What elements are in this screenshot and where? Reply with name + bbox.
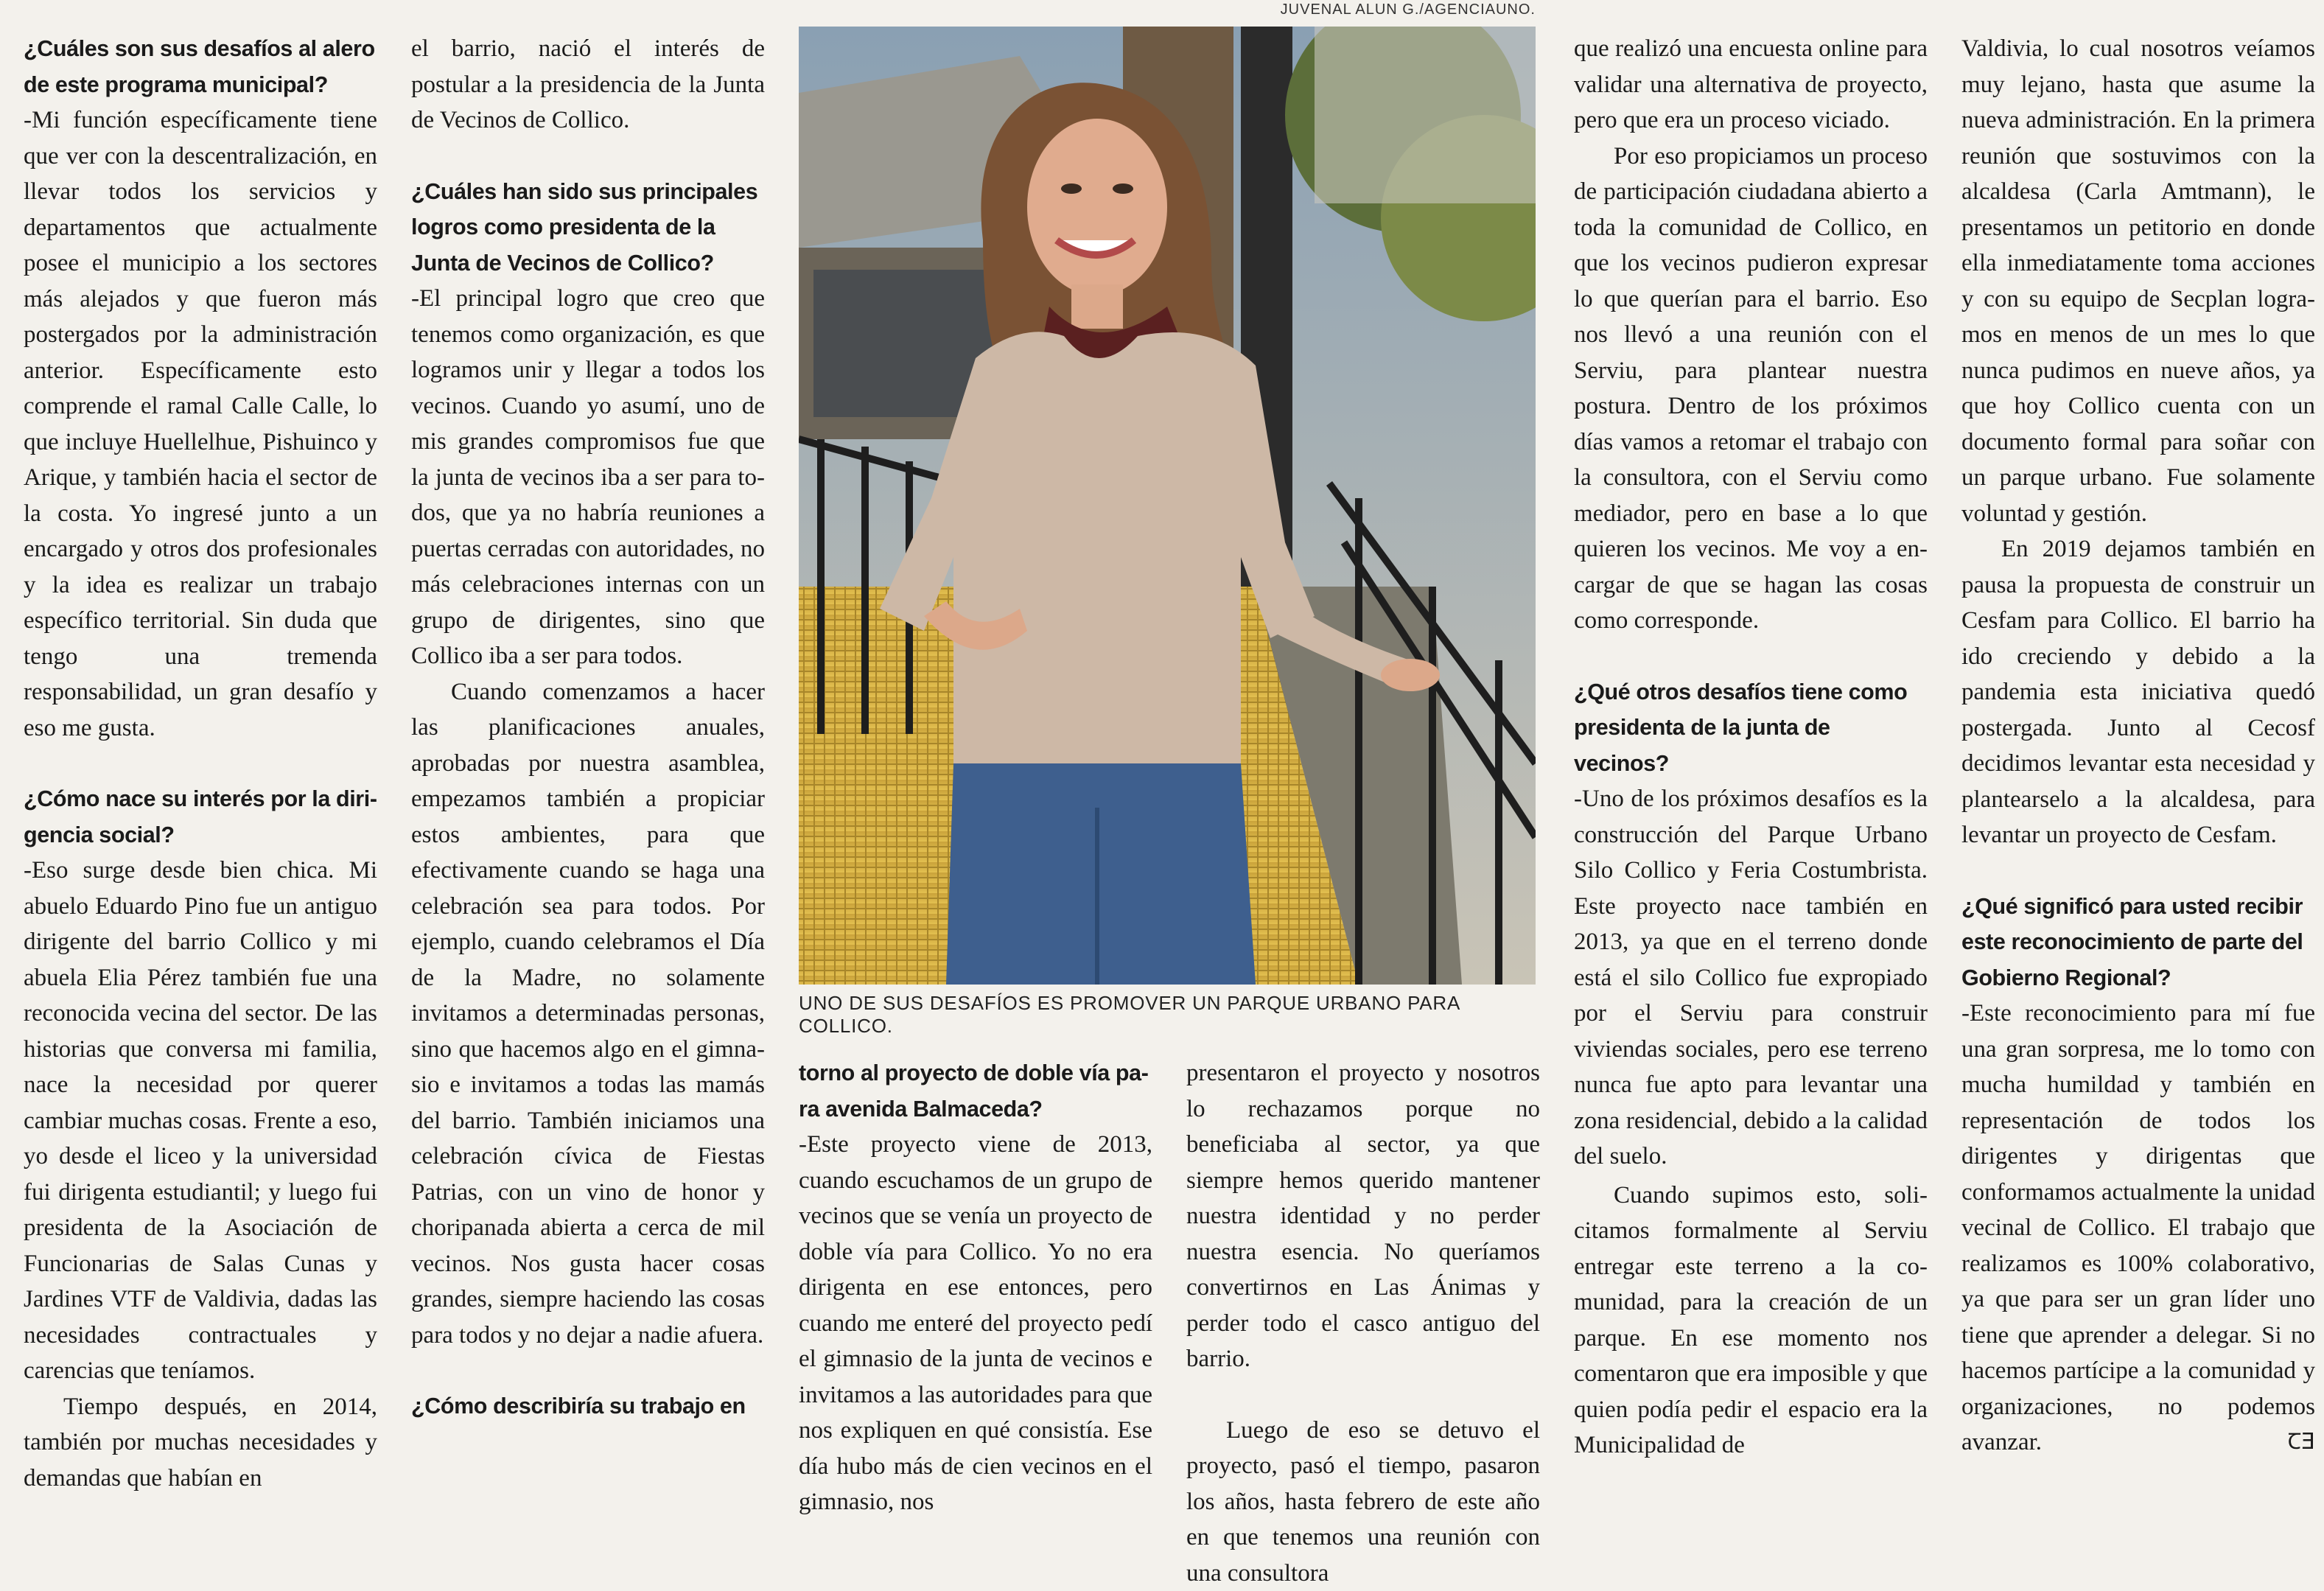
photo-credit: JUVENAL ALUN G./AGENCIAUNO. bbox=[1281, 1, 1536, 18]
body-paragraph: Por eso propiciamos un proceso de participación ciudadana abierto a toda la comunidad de Collico, en que los vecinos pudieron expresar lo que querían para el barrio. Eso nos llevó a una reunión con el Serviu, para plantear nuestra postura. Dentro de los próximos días vamos a retomar el trabajo con la consultora, con el Serviu como mediador, pero en base a lo que quieren los vecinos. Me voy a encargar de que se hagan las cosas como corresponde. bbox=[1574, 139, 1928, 639]
body-paragraph: el barrio, nació el interés de postular a la presidencia de la Junta de Vecinos de Collico. bbox=[411, 31, 765, 139]
answer-paragraph: -Este proyecto viene de 2013, cuando escuchamos de un grupo de vecinos que se venía un proyecto de doble vía para Collico. Yo no era dirigenta en ese entonces, pero cuando me enteré del proyecto pedí el gimnasio de la junta de vecinos e invitamos a las autoridades para que nos expliquen en qué consistía. Ese día hubo más de cien vecinos en el gimnasio, nos bbox=[799, 1127, 1152, 1520]
photo-caption: UNO DE SUS DESAFÍOS ES PROMOVER UN PARQUE URBANO PARA COLLICO. bbox=[799, 992, 1536, 1038]
body-paragraph: Tiempo después, en 2014, también por muchas necesidades y demandas que habían en bbox=[24, 1389, 377, 1497]
answer-paragraph bbox=[1961, 996, 2315, 1461]
portrait-illustration bbox=[799, 27, 1536, 985]
body-paragraph: En 2019 dejamos también en pausa la propuesta de construir un Cesfam para Collico. El barrio ha ido creciendo y debido a la pandemia esta iniciativa quedó postergada. Junto al Cecosf decidimos levantar esta necesidad y plantearselo a la alcaldesa, para levantar un proyecto de Cesfam. bbox=[1961, 531, 2315, 853]
question-heading: ¿Qué significó para usted recibir este reconocimiento de parte del Gobierno Regional? bbox=[1961, 889, 2315, 996]
answer-paragraph: -El principal logro que creo que tenemos como organización, es que logramos unir y llegar a todos los vecinos. Cuando yo asumí, uno de mis grandes compromisos fue que la junta de vecinos iba a ser para todos, que ya no habría reuniones a puertas cerradas con autoridades, no más celebraciones internas con un grupo de dirigentes, sino que Collico iba a ser para todos. bbox=[411, 281, 765, 674]
body-paragraph: Luego de eso se detuvo el proyecto, pasó el tiempo, pasaron los años, hasta febrero de este año en que tenemos una reunión con una consultora bbox=[1186, 1413, 1540, 1591]
article-column-6 bbox=[1961, 31, 2315, 1461]
article-column-3 bbox=[799, 1055, 1152, 1520]
portrait-photo bbox=[799, 27, 1536, 985]
answer-text: -Este reconocimiento para mí fue una gran sorpresa, me lo tomo con mucha humildad y también en representación de todos los dirigentes y dirigentas que conformamos actualmente la unidad vecinal de Collico. El trabajo que realizamos es 100% colaborativo, ya que para ser un gran líder uno tiene que aprender a delegar. Si no hacemos partícipe a la comunidad y organizaciones, no podemos avanzar. bbox=[1961, 1000, 2315, 1455]
body-paragraph: presentaron el proyecto y nosotros lo rechazamos porque no beneficiaba al sector, ya que siempre hemos querido mantener nuestra identidad y no perder nuestra esencia. No queríamos convertirnos en Las Ánimas y perder todo el casco antiguo del barrio. bbox=[1186, 1055, 1540, 1377]
end-of-article-mark: ꞆƎ bbox=[2287, 1424, 2315, 1461]
question-heading: ¿Cómo nace su interés por la dirigencia social? bbox=[24, 781, 377, 853]
question-heading: ¿Cuáles han sido sus principales logros como presidenta de la Junta de Vecinos de Collico? bbox=[411, 174, 765, 282]
article-column-5 bbox=[1574, 31, 1928, 1464]
article-column-4 bbox=[1186, 1055, 1540, 1591]
answer-paragraph: -Uno de los próximos desafíos es la construcción del Parque Urbano Silo Collico y Feria Costumbrista. Este proyecto nace también en 2013, ya que en el terreno donde está el silo Collico fue expropiado por el Serviu para construir viviendas sociales, pero ese terreno nunca fue apto para levantar una zona residencial, debido a la calidad del suelo. bbox=[1574, 781, 1928, 1175]
question-heading: ¿Cuáles son sus desafíos al alero de este programa municipal? bbox=[24, 31, 377, 102]
body-paragraph: Cuando comenzamos a hacer las planificaciones anuales, aprobadas por nuestra asamblea, empezamos también a propiciar estos ambientes, para que efectivamente cuando se haga una celebración sea para todos. Por ejemplo, cuando celebramos el Día de la Madre, no solamente invitamos a determinadas personas, sino que hacemos algo en el gimnasio e invitamos a todas las mamás del barrio. También iniciamos una celebración cívica de Fiestas Patrias, con un vino de honor y choripanada abierta a cerca de mil vecinos. Nos gusta hacer cosas grandes, siempre haciendo las cosas para todos y no dejar a nadie afuera. bbox=[411, 674, 765, 1354]
question-heading: ¿Cómo describiría su trabajo en bbox=[411, 1388, 765, 1424]
article-column-1 bbox=[24, 31, 377, 1496]
body-paragraph: Cuando supimos esto, solicitamos formalmente al Serviu entregar este terreno a la comunidad, para la creación de un parque. En ese momento nos comentaron que era imposible y que quien podía pedir el espacio era la Municipalidad de bbox=[1574, 1178, 1928, 1464]
article-column-2 bbox=[411, 31, 765, 1424]
answer-paragraph: -Eso surge desde bien chica. Mi abuelo Eduardo Pino fue un antiguo dirigente del barrio Collico y mi abuela Elia Pérez también fue una reconocida vecina del sector. De las historias que conversa mi familia, nace la necesidad por querer cambiar muchas cosas. Frente a eso, yo desde el liceo y la universidad fui dirigenta estudiantil; y luego fui presidenta de la Asociación de Funcionarias de Salas Cunas y Jardines VTF de Valdivia, dadas las necesidades contractuales y carencias que teníamos. bbox=[24, 853, 377, 1389]
body-paragraph: que realizó una encuesta online para validar una alternativa de proyecto, pero que era un proceso viciado. bbox=[1574, 31, 1928, 139]
question-heading: torno al proyecto de doble vía para avenida Balmaceda? bbox=[799, 1055, 1152, 1127]
body-paragraph: Valdivia, lo cual nosotros veíamos muy lejano, hasta que asume la nueva administración. En la primera reunión que sostuvimos con la alcaldesa (Carla Amtmann), le presentamos un petitorio en donde ella inmediatamente toma acciones y con su equipo de Secplan logramos en menos de un mes lo que nunca pudimos en nueve años, ya que hoy Collico cuenta con un documento formal para soñar con un parque urbano. Fue solamente voluntad y gestión. bbox=[1961, 31, 2315, 531]
answer-paragraph: -Mi función específicamente tiene que ver con la descentralización, en llevar todos los servicios y departamentos que actualmente posee el municipio a los sectores más alejados y que fueron más postergados por la administración anterior. Específicamente esto comprende el ramal Calle Calle, lo que incluye Huellelhue, Pishuinco y Arique, y también hacia el sector de la costa. Yo ingresé junto a un encargado y otros dos profesionales y la idea es realizar un trabajo específico territorial. Sin duda que tengo una tremenda responsabilidad, un gran desafío y eso me gusta. bbox=[24, 102, 377, 746]
question-heading: ¿Qué otros desafíos tiene como presidenta de la junta de vecinos? bbox=[1574, 674, 1928, 782]
